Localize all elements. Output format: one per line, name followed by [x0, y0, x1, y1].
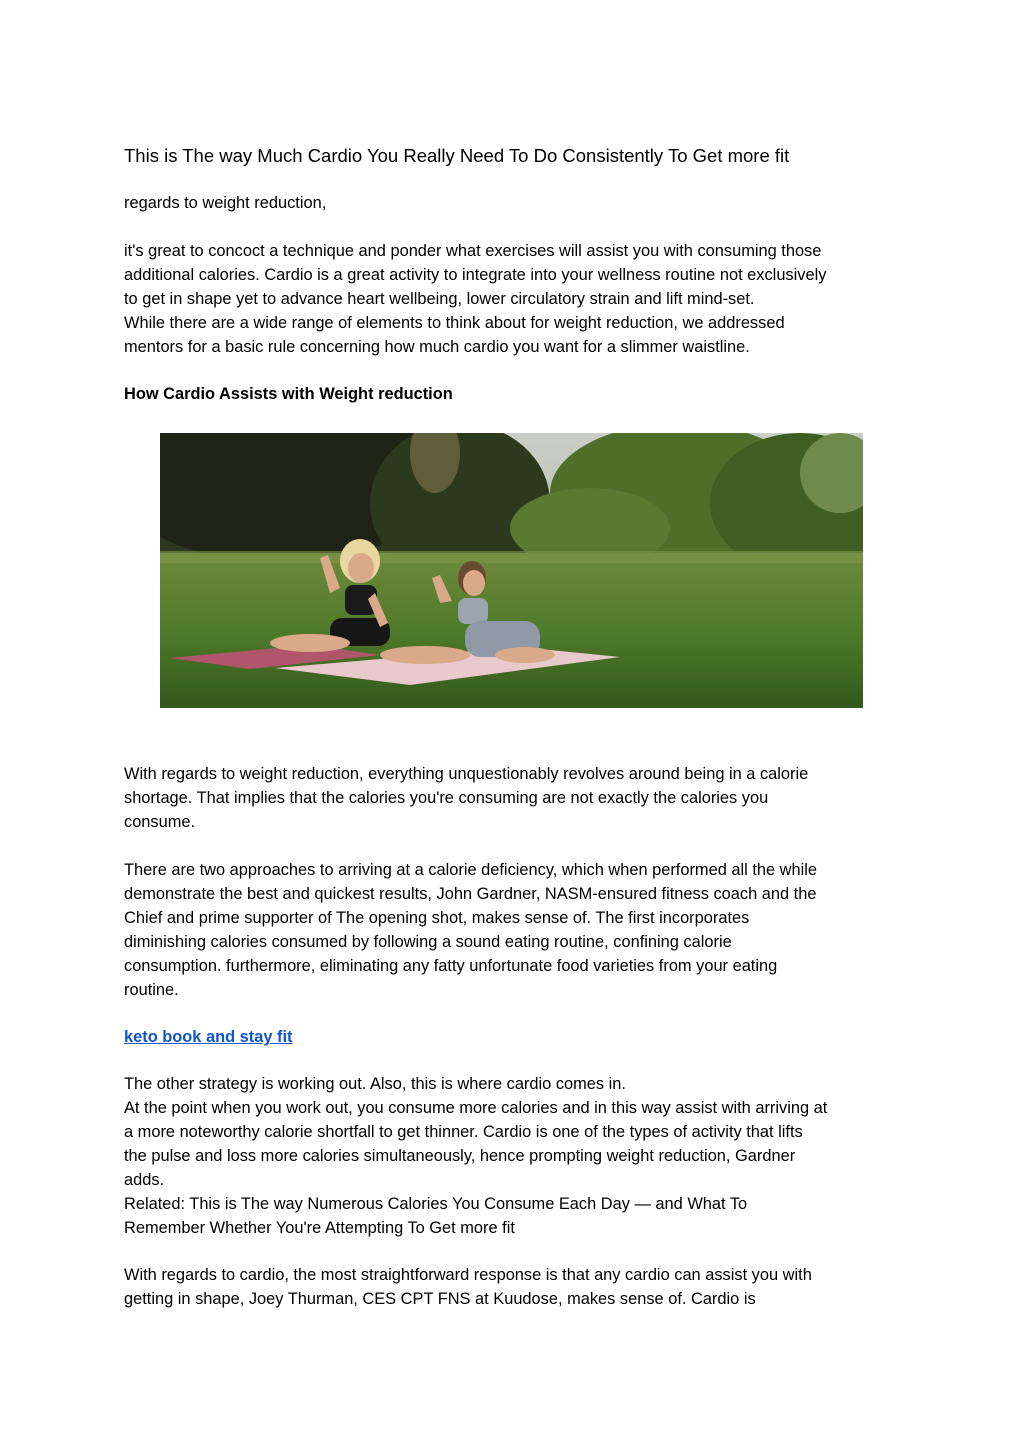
- text-line: it's great to concoct a technique and ponder what exercises will assist you with consuming those: [124, 242, 822, 260]
- paragraph-5: [124, 1263, 904, 1311]
- paragraph-4: [124, 1072, 904, 1240]
- text-line: adds.: [124, 1171, 165, 1189]
- text-line: the pulse and loss more calories simultaneously, hence prompting weight reduction, Gardner: [124, 1147, 796, 1165]
- text-line: regards to weight reduction,: [124, 194, 327, 212]
- text-line: to get in shape yet to advance heart wellbeing, lower circulatory strain and lift mind-set.: [124, 290, 755, 308]
- text-line: routine.: [124, 981, 179, 999]
- text-line: shortage. That implies that the calories you're consuming are not exactly the calories you: [124, 789, 769, 807]
- text-line: At the point when you work out, you consume more calories and in this way assist with arriving at: [124, 1099, 828, 1117]
- text-line: mentors for a basic rule concerning how much cardio you want for a slimmer waistline.: [124, 338, 750, 356]
- paragraph-3: [124, 858, 904, 1002]
- paragraph-1: [124, 239, 904, 359]
- document-title: This is The way Much Cardio You Really Need To Do Consistently To Get more fit: [124, 145, 790, 166]
- text-line: There are two approaches to arriving at a calorie deficiency, which when performed all the while: [124, 861, 818, 879]
- section-heading: How Cardio Assists with Weight reduction: [124, 385, 453, 403]
- keto-book-link[interactable]: keto book and stay fit: [124, 1028, 293, 1046]
- yoga-photo-icon: [160, 433, 863, 708]
- text-line: additional calories. Cardio is a great activity to integrate into your wellness routine not exclusively: [124, 266, 827, 284]
- text-line: With regards to weight reduction, everything unquestionably revolves around being in a calorie: [124, 765, 809, 783]
- text-line: Remember Whether You're Attempting To Get more fit: [124, 1219, 515, 1237]
- text-line: consume.: [124, 813, 196, 831]
- paragraph-2: [124, 762, 904, 834]
- text-line: The other strategy is working out. Also, this is where cardio comes in.: [124, 1075, 626, 1093]
- text-line: With regards to cardio, the most straightforward response is that any cardio can assist you with: [124, 1266, 812, 1284]
- text-line: consumption. furthermore, eliminating any fatty unfortunate food varieties from your eating: [124, 957, 778, 975]
- yoga-photo: [160, 433, 863, 708]
- text-line: Chief and prime supporter of The opening shot, makes sense of. The first incorporates: [124, 909, 750, 927]
- text-line: demonstrate the best and quickest results, John Gardner, NASM-ensured fitness coach and the: [124, 885, 817, 903]
- text-line: a more noteworthy calorie shortfall to get thinner. Cardio is one of the types of activity that lifts: [124, 1123, 803, 1141]
- text-line: Related: This is The way Numerous Calories You Consume Each Day — and What To: [124, 1195, 748, 1213]
- intro-paragraph: [124, 191, 904, 215]
- text-line: While there are a wide range of elements to think about for weight reduction, we addressed: [124, 314, 785, 332]
- text-line: getting in shape, Joey Thurman, CES CPT FNS at Kuudose, makes sense of. Cardio is: [124, 1290, 756, 1308]
- text-line: diminishing calories consumed by following a sound eating routine, confining calorie: [124, 933, 732, 951]
